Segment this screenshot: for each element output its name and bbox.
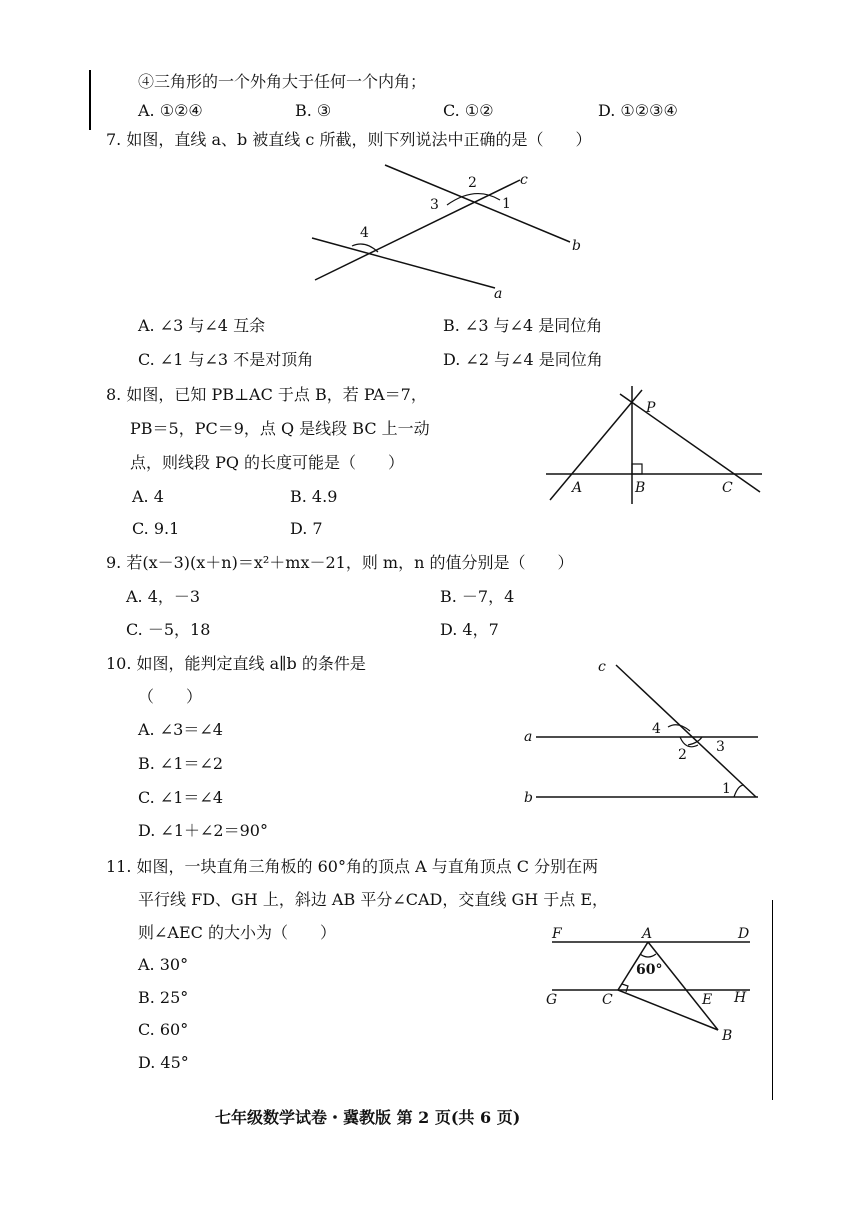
q9-stem: 9. 若(x－3)(x＋n)＝x²＋mx－21，则 m，n 的值分别是（ ） <box>106 553 574 572</box>
q10-option-c[interactable]: C. ∠1＝∠4 <box>138 788 224 807</box>
q10-option-d[interactable]: D. ∠1＋∠2＝90° <box>138 821 268 840</box>
q11-label-a: A <box>642 926 653 942</box>
q9-option-a[interactable]: A. 4，－3 <box>126 587 201 606</box>
q6-option-d[interactable]: D. ①②③④ <box>598 101 678 120</box>
q11-label-h: H <box>734 990 747 1006</box>
q10-label-b: b <box>524 790 533 805</box>
q11-option-a[interactable]: A. 30° <box>138 955 189 974</box>
q11-option-b[interactable]: B. 25° <box>138 988 189 1007</box>
q11-label-e: E <box>702 992 713 1008</box>
q6-option-b[interactable]: B. ③ <box>295 101 332 120</box>
page-footer: 七年级数学试卷・冀教版 第 2 页(共 6 页) <box>215 1108 521 1127</box>
q9-option-d[interactable]: D. 4，7 <box>440 620 499 639</box>
q10-stem-line2: （ ） <box>138 687 203 706</box>
q11-label-g: G <box>546 992 558 1008</box>
q6-statement-4: ④三角形的一个外角大于任何一个内角； <box>138 72 427 91</box>
q11-label-c: C <box>602 992 613 1008</box>
q8-stem-line3: 点，则线段 PQ 的长度可能是（ ） <box>130 453 405 472</box>
q10-figure <box>518 655 768 805</box>
left-margin-line <box>89 70 91 130</box>
q9-option-c[interactable]: C. －5，18 <box>126 620 211 639</box>
q7-option-d[interactable]: D. ∠2 与∠4 是同位角 <box>443 350 603 369</box>
q11-label-angle: 60° <box>636 962 663 978</box>
q6-option-a[interactable]: A. ①②④ <box>138 101 203 120</box>
q7-label-4: 4 <box>360 225 369 241</box>
q7-option-b[interactable]: B. ∠3 与∠4 是同位角 <box>443 316 603 335</box>
q11-label-d: D <box>738 926 750 942</box>
q10-label-1: 1 <box>722 781 731 797</box>
q8-label-p: P <box>646 400 656 416</box>
q8-stem-line2: PB＝5，PC＝9，点 Q 是线段 BC 上一动 <box>130 419 430 438</box>
q10-option-a[interactable]: A. ∠3＝∠4 <box>138 720 223 739</box>
q8-label-b: B <box>635 480 646 496</box>
q7-figure <box>300 160 600 300</box>
q8-option-a[interactable]: A. 4 <box>132 487 164 506</box>
q8-figure <box>542 382 767 507</box>
q7-label-1: 1 <box>502 196 511 212</box>
q10-label-4: 4 <box>652 721 661 737</box>
q10-label-c: c <box>598 659 606 675</box>
q11-stem-line3: 则∠AEC 的大小为（ ） <box>138 923 336 942</box>
q7-label-3: 3 <box>430 197 439 213</box>
q8-option-b[interactable]: B. 4.9 <box>290 487 338 506</box>
q8-label-a: A <box>572 480 583 496</box>
q7-stem: 7. 如图，直线 a、b 被直线 c 所截，则下列说法中正确的是（ ） <box>106 130 592 149</box>
q7-option-c[interactable]: C. ∠1 与∠3 不是对顶角 <box>138 350 314 369</box>
q11-stem-line2: 平行线 FD、GH 上，斜边 AB 平分∠CAD，交直线 GH 于点 E， <box>138 890 609 909</box>
q6-option-c[interactable]: C. ①② <box>443 101 494 120</box>
q8-option-c[interactable]: C. 9.1 <box>132 519 180 538</box>
q8-label-c: C <box>722 480 733 496</box>
q11-stem-line1: 11. 如图，一块直角三角板的 60°角的顶点 A 与直角顶点 C 分别在两 <box>106 857 599 876</box>
q10-label-3: 3 <box>716 739 725 755</box>
q7-label-c: c <box>520 172 528 188</box>
q11-option-c[interactable]: C. 60° <box>138 1020 189 1039</box>
right-margin-line <box>772 900 773 1100</box>
q7-label-a: a <box>494 286 503 300</box>
q8-option-d[interactable]: D. 7 <box>290 519 323 538</box>
q11-figure <box>540 918 765 1048</box>
q7-label-2: 2 <box>468 175 477 191</box>
q10-label-a: a <box>524 729 533 745</box>
q7-option-a[interactable]: A. ∠3 与∠4 互余 <box>138 316 266 335</box>
q7-label-b: b <box>572 238 581 254</box>
q9-option-b[interactable]: B. －7，4 <box>440 587 515 606</box>
q11-option-d[interactable]: D. 45° <box>138 1053 189 1072</box>
q11-label-f: F <box>552 926 562 942</box>
q8-stem-line1: 8. 如图，已知 PB⊥AC 于点 B，若 PA＝7， <box>106 385 427 404</box>
q10-label-2: 2 <box>678 747 687 763</box>
q10-option-b[interactable]: B. ∠1＝∠2 <box>138 754 224 773</box>
q10-stem-line1: 10. 如图，能判定直线 a∥b 的条件是 <box>106 654 366 673</box>
q11-label-b: B <box>722 1028 733 1044</box>
